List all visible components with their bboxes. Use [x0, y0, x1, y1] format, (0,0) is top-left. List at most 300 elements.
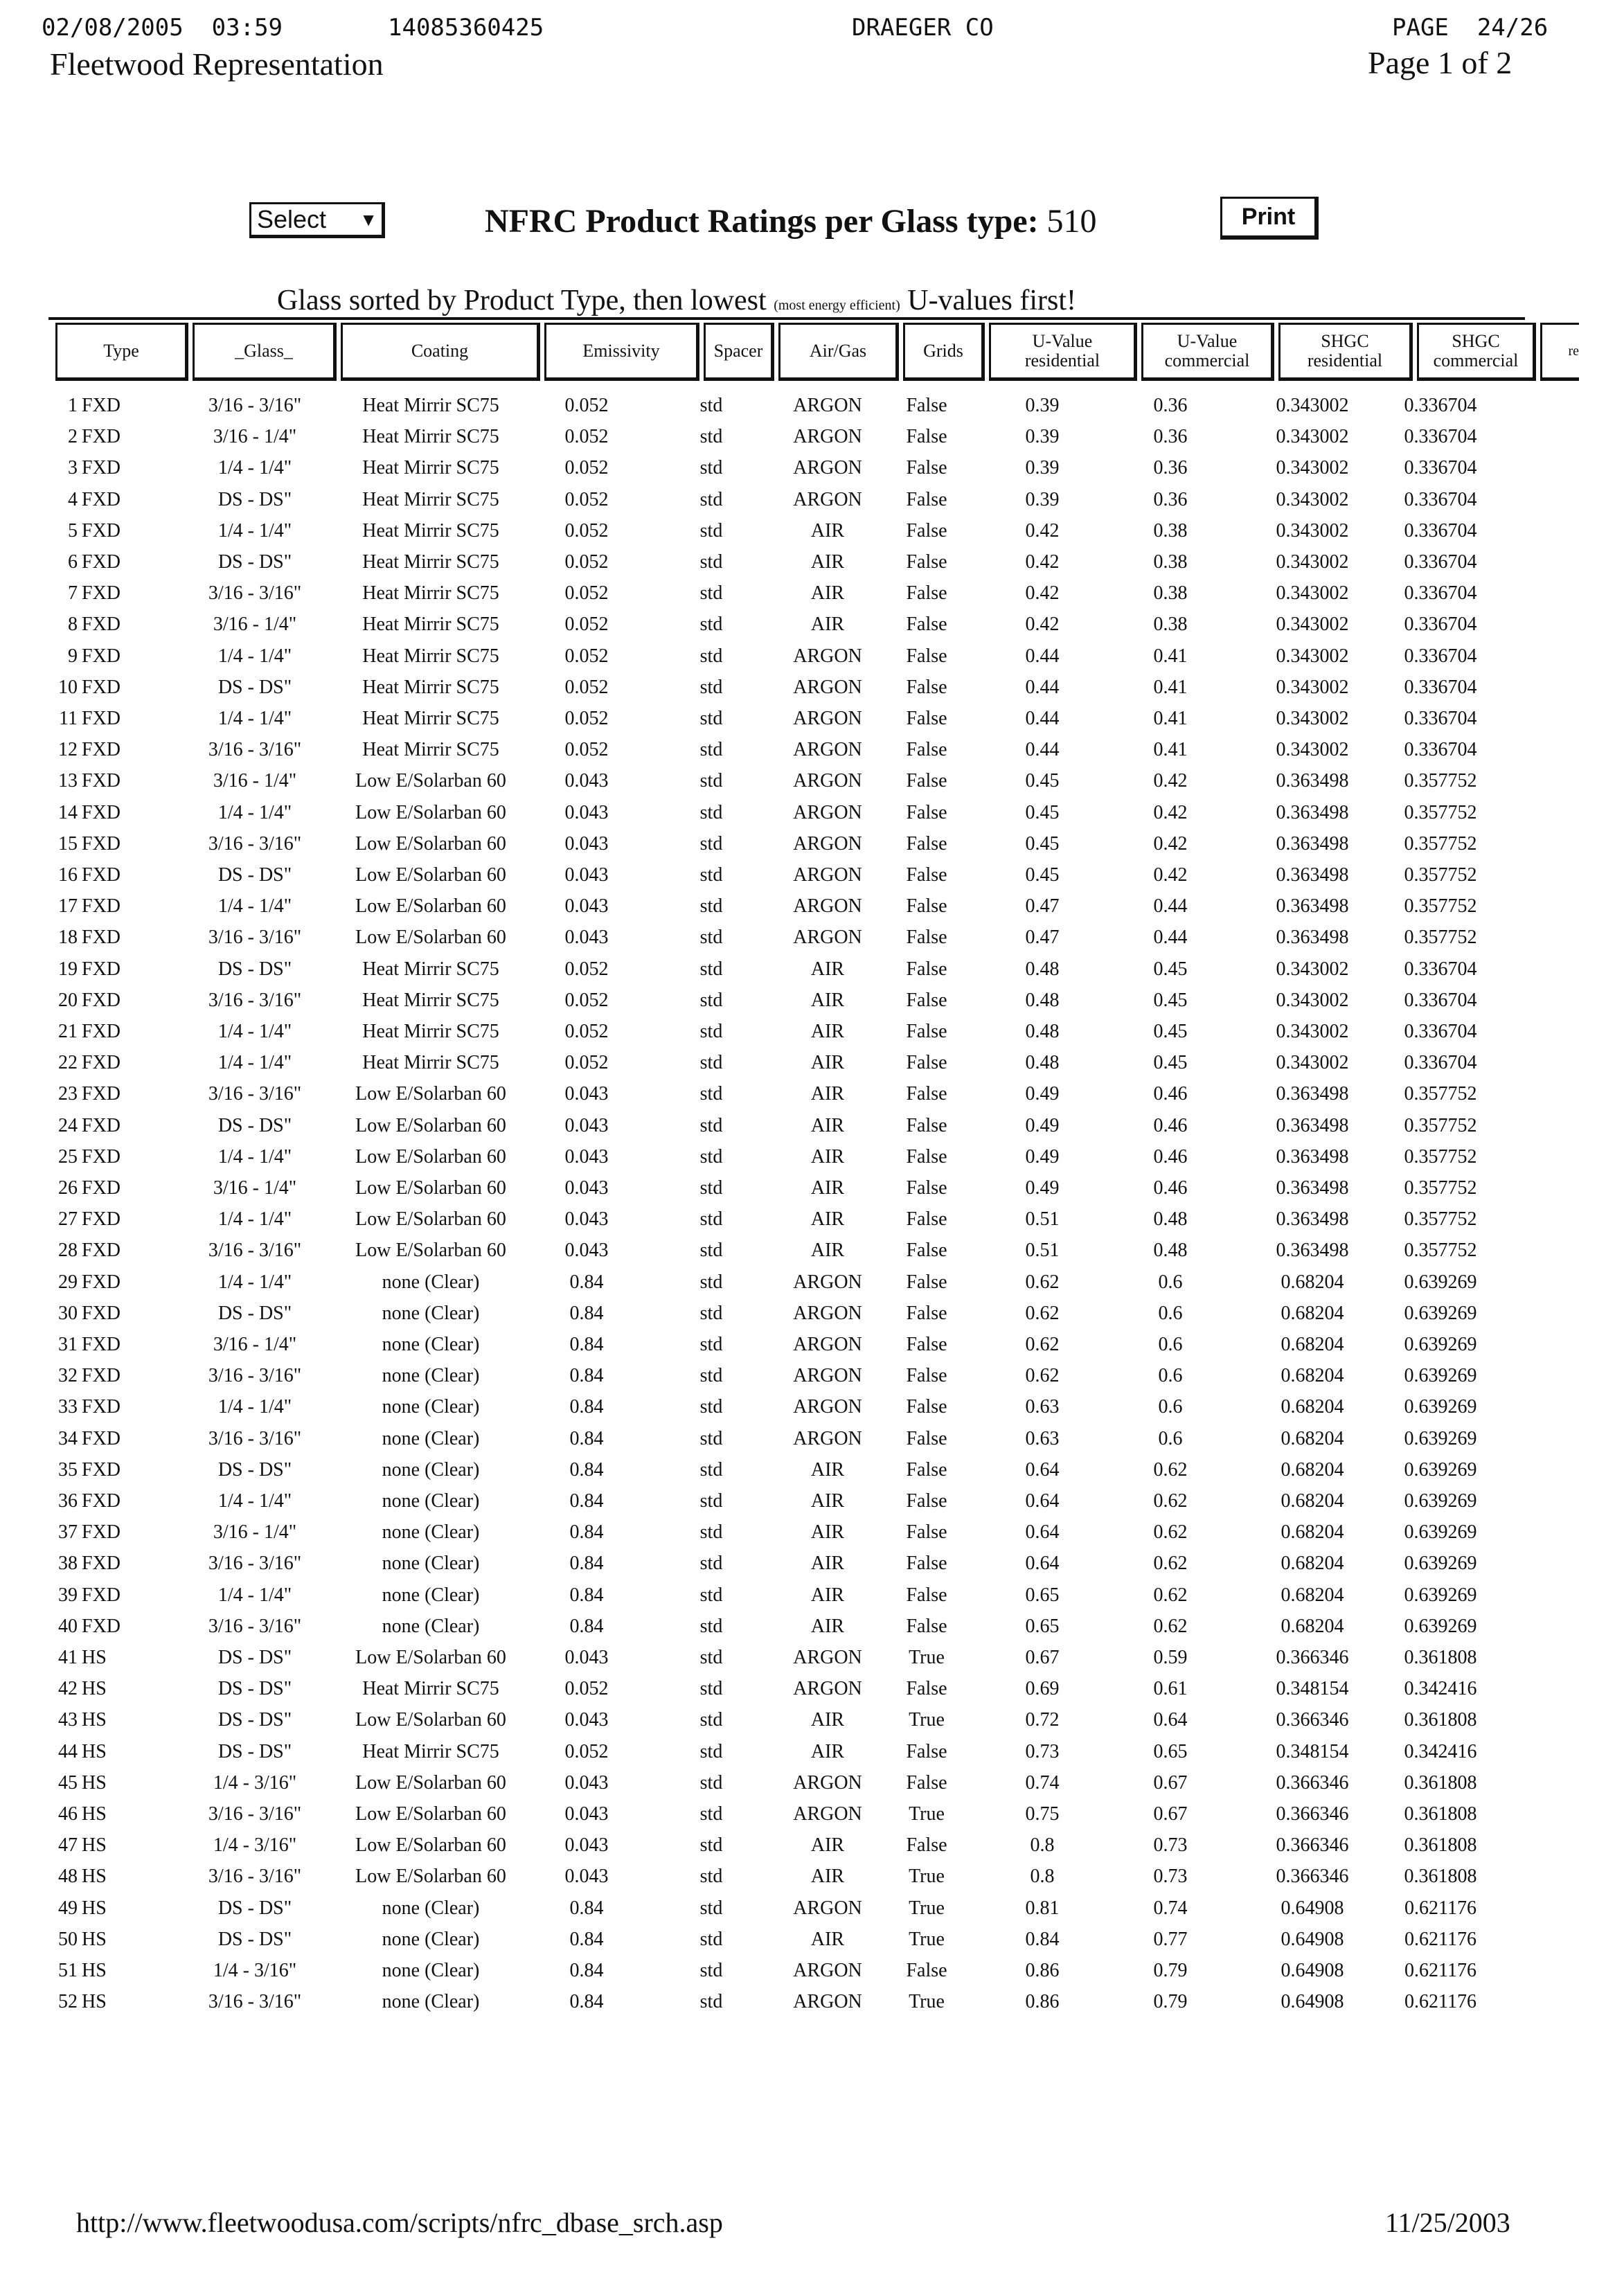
cell-u-value-commercial: 0.44 [1153, 927, 1188, 949]
table-row [0, 1772, 1624, 1803]
cell-air-gas: AIR [810, 1521, 845, 1544]
cell-shgc-commercial: 0.357752 [1404, 801, 1477, 823]
cell-u-value-commercial: 0.46 [1153, 1083, 1188, 1105]
cell-glass: 1/4 - 1/4" [217, 1584, 292, 1606]
cell-spacer: std [699, 1928, 723, 1950]
cell-air-gas: ARGON [793, 739, 862, 761]
column-header-emissivity[interactable]: Emissivity [544, 323, 699, 381]
cell-shgc-residential: 0.363498 [1276, 1177, 1349, 1199]
cell-shgc-commercial: 0.639269 [1404, 1490, 1477, 1512]
cell-shgc-residential: 0.64908 [1281, 1897, 1344, 1919]
cell-type: FXD [82, 1584, 121, 1606]
cell-shgc-commercial: 0.357752 [1404, 927, 1477, 949]
table-row [0, 1240, 1624, 1271]
cell-air-gas: AIR [810, 1709, 845, 1731]
cell-emissivity: 0.84 [569, 1960, 604, 1981]
table-row [0, 864, 1624, 895]
table-row [0, 1115, 1624, 1146]
cell-spacer: std [699, 927, 723, 949]
row-number: 45 [58, 1771, 78, 1794]
cell-u-value-commercial: 0.38 [1153, 519, 1188, 542]
cell-u-value-residential: 0.49 [1025, 1114, 1060, 1136]
cell-grids: True [909, 1991, 945, 2013]
cell-shgc-residential: 0.343002 [1276, 1021, 1349, 1042]
cell-glass: 3/16 - 3/16" [208, 1427, 302, 1449]
cell-spacer: std [699, 1145, 723, 1168]
table-row [0, 770, 1624, 801]
cell-emissivity: 0.052 [564, 395, 609, 416]
cell-shgc-residential: 0.343002 [1276, 395, 1349, 416]
cell-u-value-residential: 0.63 [1025, 1427, 1060, 1449]
cell-shgc-commercial: 0.639269 [1404, 1458, 1477, 1481]
cell-spacer: std [699, 1678, 723, 1700]
cell-air-gas: AIR [810, 1021, 845, 1042]
cell-shgc-commercial: 0.336704 [1404, 582, 1477, 605]
cell-emissivity: 0.043 [564, 1866, 609, 1888]
cell-grids: False [906, 1208, 947, 1231]
cell-glass: 1/4 - 1/4" [217, 801, 292, 823]
cell-coating: Low E/Solarban 60 [355, 1803, 506, 1825]
table-row [0, 551, 1624, 582]
column-header-shgc-residential[interactable]: SHGC residential [1278, 323, 1413, 381]
cell-u-value-commercial: 0.67 [1153, 1803, 1188, 1825]
cell-shgc-commercial: 0.336704 [1404, 989, 1477, 1011]
cell-glass: 3/16 - 1/4" [213, 1177, 297, 1199]
cell-shgc-residential: 0.64908 [1281, 1960, 1344, 1981]
select-dropdown[interactable] [249, 202, 385, 238]
cell-glass: 1/4 - 1/4" [217, 519, 292, 542]
cell-shgc-residential: 0.363498 [1276, 1240, 1349, 1262]
cell-shgc-commercial: 0.336704 [1404, 645, 1477, 667]
cell-spacer: std [699, 614, 723, 636]
cell-coating: Heat Mirrir SC75 [362, 1678, 499, 1700]
cell-glass: 1/4 - 3/16" [213, 1771, 297, 1794]
row-number: 24 [58, 1114, 78, 1136]
cell-grids: False [906, 1521, 947, 1544]
cell-u-value-commercial: 0.41 [1153, 676, 1188, 698]
cell-grids: False [906, 958, 947, 980]
cell-coating: Low E/Solarban 60 [355, 927, 506, 949]
cell-coating: Heat Mirrir SC75 [362, 958, 499, 980]
row-number: 13 [58, 770, 78, 792]
cell-u-value-commercial: 0.41 [1153, 708, 1188, 729]
row-number: 25 [58, 1145, 78, 1168]
row-number: 16 [58, 864, 78, 886]
cell-coating: Heat Mirrir SC75 [362, 614, 499, 636]
cell-coating: Low E/Solarban 60 [355, 864, 506, 886]
cell-spacer: std [699, 488, 723, 510]
cell-emissivity: 0.052 [564, 1678, 609, 1700]
cell-coating: Low E/Solarban 60 [355, 801, 506, 823]
cell-shgc-commercial: 0.357752 [1404, 895, 1477, 918]
cell-glass: 3/16 - 3/16" [208, 1803, 302, 1825]
cell-shgc-commercial: 0.639269 [1404, 1302, 1477, 1324]
cell-grids: False [906, 739, 947, 761]
cell-spacer: std [699, 989, 723, 1011]
row-number: 36 [58, 1490, 78, 1512]
cell-grids: False [906, 1740, 947, 1762]
cell-shgc-residential: 0.64908 [1281, 1991, 1344, 2013]
cell-type: FXD [82, 1521, 121, 1544]
cell-u-value-residential: 0.42 [1025, 614, 1060, 636]
subtitle-note: (most energy efficient) [774, 298, 900, 313]
fax-phone: 14085360425 [388, 14, 544, 42]
row-number: 32 [58, 1365, 78, 1387]
row-number: 3 [68, 457, 78, 479]
cell-grids: False [906, 1834, 947, 1857]
page-heading [485, 202, 1097, 240]
cell-shgc-residential: 0.68204 [1281, 1521, 1344, 1544]
cell-glass: 1/4 - 1/4" [217, 1145, 292, 1168]
cell-grids: False [906, 1145, 947, 1168]
cell-coating: Heat Mirrir SC75 [362, 739, 499, 761]
cell-grids: False [906, 895, 947, 918]
cell-grids: True [909, 1897, 945, 1919]
cell-shgc-residential: 0.363498 [1276, 1083, 1349, 1105]
cell-spacer: std [699, 1208, 723, 1231]
cell-shgc-residential: 0.343002 [1276, 519, 1349, 542]
cell-grids: False [906, 989, 947, 1011]
glass-type-value: 510 [1046, 203, 1097, 240]
column-header-grids[interactable]: Grids [903, 323, 985, 381]
cell-glass: DS - DS" [217, 958, 292, 980]
cell-spacer: std [699, 1584, 723, 1606]
row-number: 19 [58, 958, 78, 980]
cell-type: FXD [82, 1240, 121, 1262]
cell-shgc-commercial: 0.336704 [1404, 551, 1477, 573]
cell-glass: 3/16 - 3/16" [208, 1240, 302, 1262]
cell-grids: False [906, 832, 947, 855]
row-number: 52 [58, 1991, 78, 2013]
cell-coating: Heat Mirrir SC75 [362, 1740, 499, 1762]
row-number: 43 [58, 1709, 78, 1731]
table-row [0, 582, 1624, 614]
cell-shgc-residential: 0.68204 [1281, 1458, 1344, 1481]
cell-shgc-residential: 0.68204 [1281, 1427, 1344, 1449]
cell-air-gas: ARGON [793, 708, 862, 729]
cell-spacer: std [699, 1771, 723, 1794]
cell-u-value-residential: 0.62 [1025, 1302, 1060, 1324]
column-header-air-gas[interactable]: Air/Gas [778, 323, 899, 381]
cell-coating: none (Clear) [382, 1928, 480, 1950]
cell-spacer: std [699, 895, 723, 918]
table-row [0, 739, 1624, 770]
cell-grids: False [906, 1584, 947, 1606]
cell-emissivity: 0.84 [569, 1334, 604, 1355]
cell-shgc-residential: 0.343002 [1276, 676, 1349, 698]
cell-air-gas: ARGON [793, 1334, 862, 1355]
cell-shgc-commercial: 0.361808 [1404, 1771, 1477, 1794]
cell-type: HS [82, 1928, 107, 1950]
cell-shgc-residential: 0.366346 [1276, 1771, 1349, 1794]
cell-u-value-commercial: 0.65 [1153, 1740, 1188, 1762]
cell-glass: DS - DS" [217, 488, 292, 510]
cell-air-gas: AIR [810, 551, 845, 573]
cell-air-gas: ARGON [793, 1365, 862, 1387]
cell-type: FXD [82, 1114, 121, 1136]
row-number: 44 [58, 1740, 78, 1762]
cell-spacer: std [699, 1052, 723, 1074]
cell-spacer: std [699, 864, 723, 886]
cell-grids: False [906, 457, 947, 479]
row-number: 26 [58, 1177, 78, 1199]
row-number: 7 [68, 582, 78, 605]
cell-u-value-residential: 0.8 [1030, 1866, 1055, 1888]
cell-u-value-commercial: 0.62 [1153, 1458, 1188, 1481]
cell-type: FXD [82, 614, 121, 636]
cell-shgc-commercial: 0.639269 [1404, 1365, 1477, 1387]
table-row [0, 1834, 1624, 1866]
cell-grids: False [906, 1021, 947, 1042]
cell-type: FXD [82, 676, 121, 698]
cell-glass: 1/4 - 1/4" [217, 457, 292, 479]
cell-shgc-residential: 0.68204 [1281, 1365, 1344, 1387]
cell-glass: 3/16 - 3/16" [208, 832, 302, 855]
column-header-spacer[interactable]: Spacer [704, 323, 774, 381]
cell-shgc-commercial: 0.336704 [1404, 426, 1477, 448]
column-header-truncated[interactable]: re [1540, 323, 1579, 381]
table-row [0, 1647, 1624, 1678]
cell-emissivity: 0.84 [569, 1615, 604, 1637]
cell-air-gas: AIR [810, 1866, 845, 1888]
cell-spacer: std [699, 551, 723, 573]
cell-coating: Low E/Solarban 60 [355, 895, 506, 918]
cell-spacer: std [699, 1897, 723, 1919]
table-row [0, 614, 1624, 645]
cell-coating: Low E/Solarban 60 [355, 1647, 506, 1668]
cell-type: FXD [82, 1271, 121, 1293]
cell-shgc-commercial: 0.342416 [1404, 1678, 1477, 1700]
cell-u-value-residential: 0.65 [1025, 1584, 1060, 1606]
cell-spacer: std [699, 582, 723, 605]
column-header-glass[interactable]: _Glass_ [193, 323, 337, 381]
cell-type: FXD [82, 1083, 121, 1105]
cell-shgc-commercial: 0.336704 [1404, 457, 1477, 479]
cell-spacer: std [699, 958, 723, 980]
cell-shgc-residential: 0.68204 [1281, 1584, 1344, 1606]
cell-u-value-residential: 0.44 [1025, 739, 1060, 761]
cell-coating: none (Clear) [382, 1897, 480, 1919]
cell-coating: Low E/Solarban 60 [355, 1114, 506, 1136]
cell-u-value-residential: 0.39 [1025, 457, 1060, 479]
table-subtitle [277, 284, 1076, 317]
cell-shgc-residential: 0.343002 [1276, 1052, 1349, 1074]
cell-grids: False [906, 551, 947, 573]
cell-grids: False [906, 1334, 947, 1355]
cell-type: FXD [82, 895, 121, 918]
table-row [0, 1991, 1624, 2022]
cell-emissivity: 0.052 [564, 457, 609, 479]
cell-shgc-residential: 0.343002 [1276, 989, 1349, 1011]
cell-shgc-commercial: 0.639269 [1404, 1427, 1477, 1449]
cell-shgc-residential: 0.366346 [1276, 1866, 1349, 1888]
cell-type: FXD [82, 739, 121, 761]
cell-shgc-residential: 0.68204 [1281, 1490, 1344, 1512]
cell-u-value-residential: 0.74 [1025, 1771, 1060, 1794]
cell-emissivity: 0.043 [564, 1145, 609, 1168]
cell-air-gas: ARGON [793, 457, 862, 479]
cell-coating: Heat Mirrir SC75 [362, 1052, 499, 1074]
table-row [0, 426, 1624, 457]
cell-shgc-residential: 0.363498 [1276, 1208, 1349, 1231]
table-row [0, 958, 1624, 990]
cell-air-gas: ARGON [793, 1897, 862, 1919]
cell-emissivity: 0.84 [569, 1928, 604, 1950]
cell-type: HS [82, 1647, 107, 1668]
cell-u-value-commercial: 0.46 [1153, 1114, 1188, 1136]
cell-type: HS [82, 1991, 107, 2013]
cell-grids: False [906, 1427, 947, 1449]
cell-coating: Heat Mirrir SC75 [362, 708, 499, 729]
cell-u-value-residential: 0.44 [1025, 676, 1060, 698]
column-header-coating[interactable]: Coating [341, 323, 540, 381]
cell-type: FXD [82, 1396, 121, 1418]
cell-u-value-commercial: 0.67 [1153, 1771, 1188, 1794]
cell-u-value-residential: 0.39 [1025, 488, 1060, 510]
cell-type: FXD [82, 488, 121, 510]
cell-shgc-commercial: 0.361808 [1404, 1709, 1477, 1731]
cell-grids: False [906, 864, 947, 886]
cell-u-value-residential: 0.42 [1025, 582, 1060, 605]
cell-u-value-commercial: 0.48 [1153, 1240, 1188, 1262]
cell-shgc-commercial: 0.336704 [1404, 708, 1477, 729]
cell-spacer: std [699, 395, 723, 416]
print-button[interactable]: Print [1220, 197, 1319, 240]
cell-emissivity: 0.043 [564, 1114, 609, 1136]
cell-glass: 3/16 - 3/16" [208, 989, 302, 1011]
cell-coating: Low E/Solarban 60 [355, 832, 506, 855]
cell-air-gas: ARGON [793, 395, 862, 416]
cell-type: FXD [82, 1052, 121, 1074]
cell-emissivity: 0.84 [569, 1271, 604, 1293]
cell-u-value-commercial: 0.73 [1153, 1866, 1188, 1888]
column-header-u-value-residential[interactable]: U-Value residential [989, 323, 1137, 381]
cell-spacer: std [699, 1866, 723, 1888]
row-number: 9 [68, 645, 78, 667]
cell-type: FXD [82, 989, 121, 1011]
cell-shgc-residential: 0.363498 [1276, 895, 1349, 918]
column-header-u-value-commercial[interactable]: U-Value commercial [1141, 323, 1274, 381]
cell-spacer: std [699, 1240, 723, 1262]
cell-coating: Low E/Solarban 60 [355, 1145, 506, 1168]
cell-air-gas: ARGON [793, 927, 862, 949]
cell-u-value-commercial: 0.64 [1153, 1709, 1188, 1731]
cell-emissivity: 0.84 [569, 1302, 604, 1324]
cell-grids: False [906, 770, 947, 792]
cell-grids: True [909, 1803, 945, 1825]
cell-u-value-residential: 0.45 [1025, 801, 1060, 823]
cell-glass: 3/16 - 3/16" [208, 1866, 302, 1888]
cell-air-gas: ARGON [793, 770, 862, 792]
cell-coating: Heat Mirrir SC75 [362, 551, 499, 573]
cell-emissivity: 0.84 [569, 1521, 604, 1544]
cell-spacer: std [699, 1521, 723, 1544]
cell-air-gas: ARGON [793, 1991, 862, 2013]
cell-type: HS [82, 1709, 107, 1731]
row-number: 15 [58, 832, 78, 855]
cell-type: FXD [82, 801, 121, 823]
cell-u-value-residential: 0.8 [1030, 1834, 1055, 1857]
row-number: 35 [58, 1458, 78, 1481]
cell-spacer: std [699, 519, 723, 542]
cell-type: FXD [82, 457, 121, 479]
cell-shgc-residential: 0.64908 [1281, 1928, 1344, 1950]
cell-type: HS [82, 1678, 107, 1700]
cell-u-value-residential: 0.69 [1025, 1678, 1060, 1700]
column-header-shgc-commercial[interactable]: SHGC commercial [1417, 323, 1536, 381]
cell-type: FXD [82, 1177, 121, 1199]
cell-type: FXD [82, 1490, 121, 1512]
cell-shgc-residential: 0.363498 [1276, 770, 1349, 792]
table-row [0, 677, 1624, 708]
cell-air-gas: AIR [810, 1145, 845, 1168]
cell-coating: Low E/Solarban 60 [355, 1240, 506, 1262]
cell-grids: True [909, 1866, 945, 1888]
cell-spacer: std [699, 1615, 723, 1637]
table-row [0, 1365, 1624, 1396]
cell-coating: none (Clear) [382, 1458, 480, 1481]
cell-u-value-commercial: 0.38 [1153, 582, 1188, 605]
cell-u-value-residential: 0.64 [1025, 1553, 1060, 1575]
cell-coating: Heat Mirrir SC75 [362, 395, 499, 416]
cell-glass: DS - DS" [217, 864, 292, 886]
cell-grids: False [906, 1396, 947, 1418]
cell-glass: 3/16 - 1/4" [213, 1521, 297, 1544]
cell-shgc-residential: 0.363498 [1276, 801, 1349, 823]
cell-grids: False [906, 614, 947, 636]
table-row [0, 1929, 1624, 1960]
column-header-type[interactable]: Type [55, 323, 188, 381]
cell-glass: DS - DS" [217, 1709, 292, 1731]
cell-air-gas: AIR [810, 1240, 845, 1262]
cell-emissivity: 0.84 [569, 1584, 604, 1606]
cell-coating: none (Clear) [382, 1427, 480, 1449]
cell-u-value-commercial: 0.61 [1153, 1678, 1188, 1700]
cell-air-gas: ARGON [793, 895, 862, 918]
cell-shgc-residential: 0.343002 [1276, 958, 1349, 980]
fax-company: DRAEGER CO [852, 14, 994, 42]
cell-emissivity: 0.052 [564, 519, 609, 542]
cell-glass: 1/4 - 1/4" [217, 895, 292, 918]
cell-type: FXD [82, 958, 121, 980]
cell-spacer: std [699, 1960, 723, 1981]
row-number: 14 [58, 801, 78, 823]
cell-u-value-commercial: 0.44 [1153, 895, 1188, 918]
cell-u-value-commercial: 0.74 [1153, 1897, 1188, 1919]
cell-coating: none (Clear) [382, 1365, 480, 1387]
cell-coating: none (Clear) [382, 1490, 480, 1512]
table-row [0, 895, 1624, 927]
cell-shgc-residential: 0.348154 [1276, 1678, 1349, 1700]
cell-glass: 3/16 - 3/16" [208, 582, 302, 605]
cell-shgc-residential: 0.343002 [1276, 739, 1349, 761]
cell-emissivity: 0.052 [564, 1021, 609, 1042]
cell-air-gas: AIR [810, 989, 845, 1011]
table-row [0, 1428, 1624, 1459]
cell-shgc-commercial: 0.621176 [1404, 1991, 1476, 2013]
select-label: Select [257, 205, 327, 233]
row-number: 21 [58, 1021, 78, 1042]
cell-type: FXD [82, 645, 121, 667]
cell-u-value-commercial: 0.73 [1153, 1834, 1188, 1857]
cell-u-value-commercial: 0.42 [1153, 801, 1188, 823]
cell-coating: Heat Mirrir SC75 [362, 426, 499, 448]
cell-type: FXD [82, 1365, 121, 1387]
cell-glass: 1/4 - 1/4" [217, 1208, 292, 1231]
cell-spacer: std [699, 457, 723, 479]
cell-grids: False [906, 519, 947, 542]
row-number: 5 [68, 519, 78, 542]
